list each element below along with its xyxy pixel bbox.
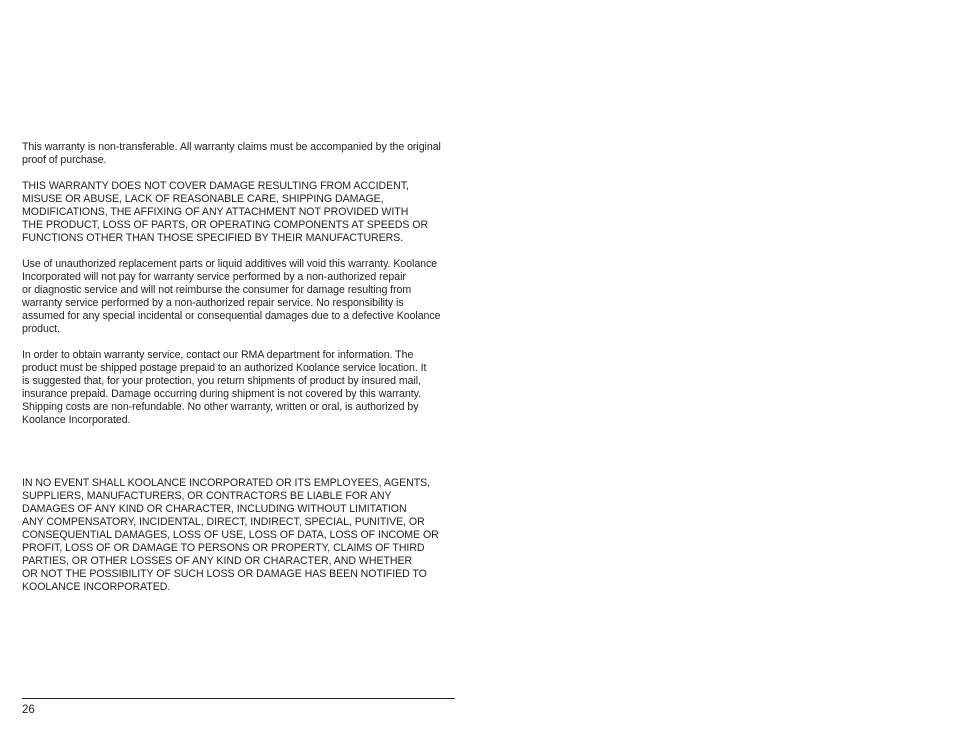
warranty-transfer-paragraph: This warranty is non-transferable. All warranty claims must be accompanied by the original proof of purchase. — [22, 141, 441, 166]
liability-limitation-paragraph: IN NO EVENT SHALL KOOLANCE INCORPORATED OR ITS EMPLOYEES, AGENTS, SUPPLIERS, MANUFACTURERS, OR CONTRACTORS BE LIABLE FOR ANY DAMAGES OF ANY KIND OR CHARACTER, INCLUDING WITHOUT LIMITATION ANY COMPENSATORY, INCIDENTAL, DIRECT, INDIRECT, SPECIAL, PUNITIVE, OR CONSEQUENTIAL DAMAGES, LOSS OF USE, LOSS OF DATA, LOSS OF INCOME OR PROFIT, LOSS OF OR DAMAGE TO PERSONS OR PROPERTY, CLAIMS OF THIRD PARTIES, OR OTHER LOSSES OF ANY KIND OR CHARACTER, AND WHETHER OR NOT THE POSSIBILITY OF SUCH LOSS OR DAMAGE HAS BEEN NOTIFIED TO KOOLANCE INCORPORATED. — [22, 477, 439, 593]
warranty-exclusions-paragraph: THIS WARRANTY DOES NOT COVER DAMAGE RESULTING FROM ACCIDENT, MISUSE OR ABUSE, LACK OF REASONABLE CARE, SHIPPING DAMAGE, MODIFICATIONS, THE AFFIXING OF ANY ATTACHMENT NOT PROVIDED WITH THE PRODUCT, LOSS OF PARTS, OR OPERATING COMPONENTS AT SPEEDS OR FUNCTIONS OTHER THAN THOSE SPECIFIED BY THEIR MANUFACTURERS. — [22, 180, 429, 244]
unauthorized-parts-paragraph: Use of unauthorized replacement parts or liquid additives will void this warranty. Koolance Incorporated will not pay for warranty service performed by a non-authorized repair or diagnostic service and will not reimburse the consumer for damage resulting from warranty service performed by a non-authorized repair service. No responsibility is assumed for any special incidental or consequential damages due to a defective Koolance product. — [22, 258, 441, 335]
page-number: 26 — [22, 704, 35, 716]
footer-divider — [22, 698, 455, 699]
warranty-service-paragraph: In order to obtain warranty service, contact our RMA department for information. The product must be shipped postage prepaid to an authorized Koolance service location. It is suggested that, for your protection, you return shipments of product by insured mail, insurance prepaid. Damage occurring during shipment is not covered by this warranty. Shipping costs are non-refundable. No other warranty, written or oral, is authorized by Koolance Incorporated. — [22, 349, 427, 426]
